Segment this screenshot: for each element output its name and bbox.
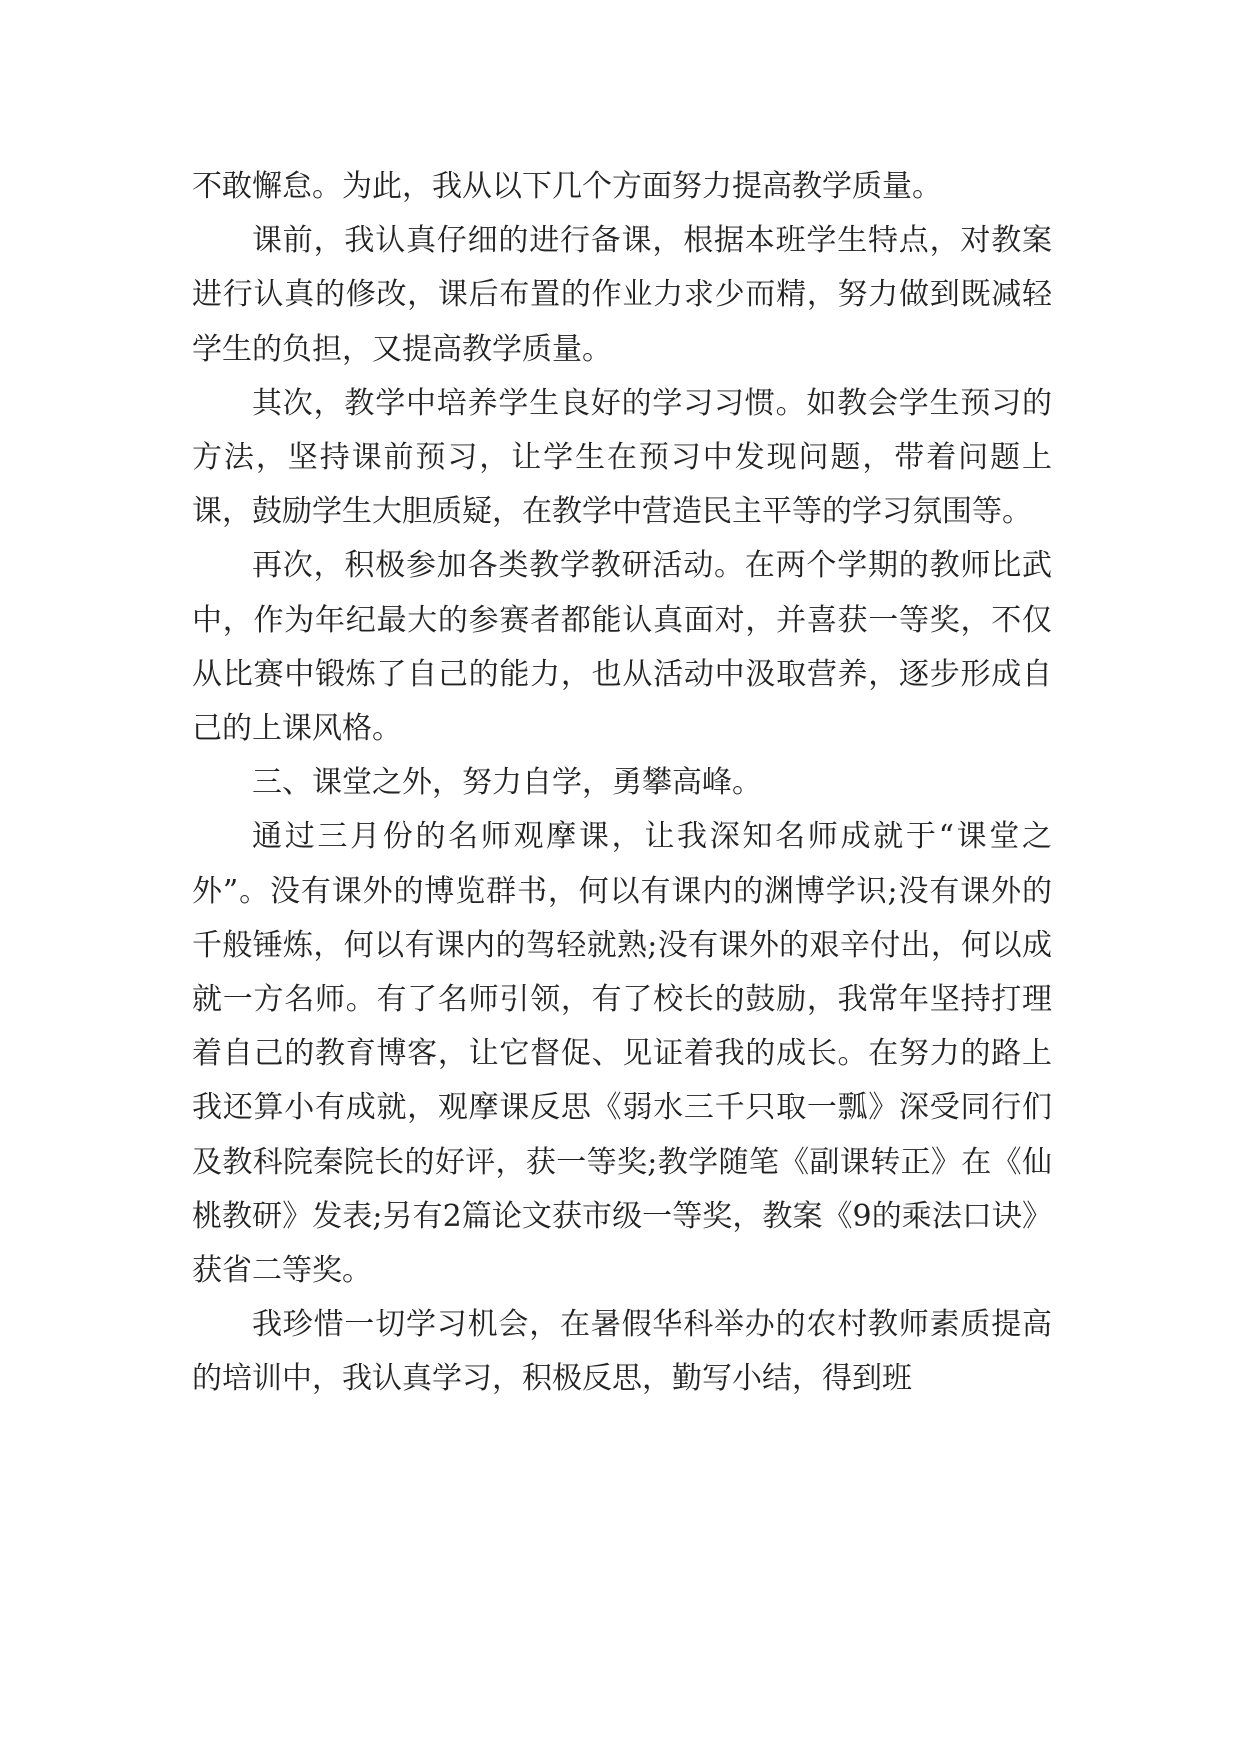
paragraph-teaching-activities: 再次，积极参加各类教学教研活动。在两个学期的教师比武中，作为年纪最大的参赛者都能认真面对，并喜获一等奖，不仅从比赛中锻炼了自己的能力，也从活动中汲取营养，逐步形成自己的上课风格。 xyxy=(192,548,1052,747)
paragraph-training: 我珍惜一切学习机会，在暑假华科举办的农村教师素质提高的培训中，我认真学习，积极反思，勤写小结，得到班 xyxy=(192,1307,1052,1397)
section-heading-outside-class: 三、课堂之外，努力自学，勇攀高峰。 xyxy=(252,765,762,801)
paragraph-continuation: 不敢懈怠。为此，我从以下几个方面努力提高教学质量。 xyxy=(192,169,942,204)
paragraph-lesson-prep: 课前，我认真仔细的进行备课，根据本班学生特点，对教案进行认真的修改，课后布置的作业力求少而精，努力做到既减轻学生的负担，又提高教学质量。 xyxy=(192,223,1052,367)
paragraph-master-teacher: 通过三月份的名师观摩课，让我深知名师成就于“课堂之外”。没有课外的博览群书，何以有课内的渊博学识;没有课外的千般锤炼，何以有课内的驾轻就熟;没有课外的艰辛付出，何以成就一方名师。有了名师引领，有了校长的鼓励，我常年坚持打理着自己的教育博客，让它督促、见证着我的成长。在努力的路上我还算小有成就，观摩课反思《弱水三千只取一瓢》深受同行们及教科院秦院长的好评，获一等奖;教学随笔《副课转正》在《仙桃教研》发表;另有2篇论文获市级一等奖，教案《9的乘法口诀》获省二等奖。 xyxy=(192,819,1052,1289)
paragraph-study-habits: 其次，教学中培养学生良好的学习习惯。如教会学生预习的方法，坚持课前预习，让学生在预习中发现问题，带着问题上课，鼓励学生大胆质疑，在教学中营造民主平等的学习氛围等。 xyxy=(192,385,1052,530)
document-body xyxy=(192,160,1052,1407)
